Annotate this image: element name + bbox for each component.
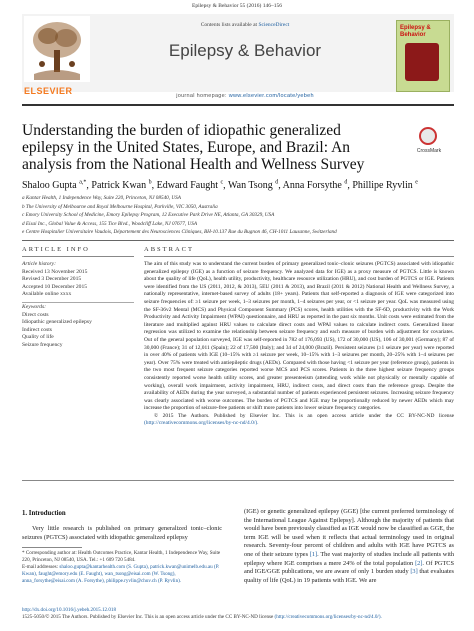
keyword-item: Indirect costs [22, 326, 52, 333]
author-name[interactable]: Edward Faught [156, 180, 218, 191]
crossmark-icon [419, 127, 437, 145]
history-label: Article history: [22, 261, 57, 267]
journal-title: Epilepsy & Behavior [168, 41, 322, 60]
affiliation-line: c Emory University School of Medicine, Emory Epilepsy Program, 12 Executive Park Drive NE, Atlanta, GA 30329, USA [22, 212, 275, 219]
elsevier-tree-logo [24, 16, 90, 82]
cover-title: Epilepsy & Behavior [400, 25, 431, 38]
keywords-divider [22, 302, 134, 303]
doi-footer [22, 607, 454, 621]
abstract-divider [144, 256, 454, 257]
homepage-prefix: journal homepage: [176, 93, 229, 99]
intro-text: that evaluates quality of life (QoL) in 19 patients with IGE. We are [244, 568, 454, 584]
issn-line [22, 614, 454, 621]
abstract-text: The aim of this study was to understand the current burden of primary generalized tonic–clonic seizures (PGTCS) associated with idiopathic generalized epilepsy (IGE) as a function of seizure frequency. We analyzed data for IGE) as a proxy measure of PGTCS. Little is known about the quality of life (QoL), health utility, productivity, healthcare resource utilization (HRU), and cost burden of PGTCS or IGE. Patients were identified from the US (2011, 2012, & 2013), 5EU (2011 & 2013), and Brazil (2011 & 2012) National Health and Wellness Survey, a nationally representative, internet-based survey of adults (18+ years). Patients that self-reported a diagnosis of IGE were categorized into seizure frequencies of: ≥1 seizure per week, 1–3 seizures per month, 1–4 seizures per year, or <1 seizure per year. QoL was measured using the SF-36v2 Mental (MCS) and Physical Component Summary (PCS) scores, health utilities with the SF-6D, productivity with the Work Productivity and Activity Impairment (WPAI) questionnaire, and HRU as reported in the past six months. Unit costs were estimated from the literature and multiplied against HRU values to calculate direct costs and WPAI values to calculate indirect costs. Generalized linear regression was utilized to examine the relationship between seizure frequency and each measure of burden with adjustment for covariates. Out of the general population surveyed, IGE was self-reported in 782 of 176,093 (US), 172 of 30,000 (US), 106 of 30,001 (Germany); 87 of 30,000 (France); 31 of 12,011 (Spain); 22 of 17,500 (Italy); and 34 of 24,000 (Brazil). Persistent seizures (≥1 seizure per year) were reported in over 40% of patients with IGE (10–15% with ≥1 seizure per week, 10–15% with 1–3 seizures per month, 20–25% with 1–4 seizures per year). Over 75% were treated with antiepileptic drugs (AEDs). Compared with those having <1 seizure per year (reference group), patients in the two most frequent seizure categories reported worse MCS and PCS scores. Patients in the three highest seizure frequency groups consistently reported worse health utility scores, and greater presenteeism (attending work while not physically or mentally capable of working), overall work impairment, activity impairment, HRU, indirect costs, and direct costs than the reference group. Despite the availability of AEDs during the year surveyed, a substantial number of patients experienced persistent seizures. Increasing seizure frequency was clearly associated with worse outcomes. The burden of PGTCS and IGE may be proportionally reduced by newer AEDs which may increase the proportion of seizure-free patients or shift more patients into lower seizure frequency categories. [144, 261, 454, 412]
abstract-body [144, 261, 454, 428]
contents-line [120, 22, 370, 28]
author-affil-sup: d [275, 179, 279, 186]
sciencedirect-link[interactable]: ScienceDirect [258, 22, 290, 28]
crossmark-label: CrossMark [416, 148, 442, 154]
affiliations [22, 194, 454, 237]
citation-link[interactable]: [1] [309, 550, 318, 558]
crossmark-badge[interactable] [407, 127, 451, 157]
author-affil-sup: e [415, 179, 418, 186]
history-item: Available online xxxx [22, 291, 72, 298]
email-label: E-mail addresses: [22, 563, 60, 570]
affiliation-line: b The University of Melbourne and Royal Melbourne Hospital, Parkville, VIC 3050, Australia [22, 203, 218, 210]
keyword-item: Idiopathic generalized epilepsy [22, 319, 92, 326]
intro-paragraph: Very little research is published on primary generalized tonic–clonic seizures (PGTCS) associated with idiopathic generalized epilepsy [22, 525, 222, 541]
email-note [22, 564, 222, 585]
article-info-heading: ARTICLE INFO [22, 246, 90, 253]
license-link[interactable]: (http://creativecommons.org/licenses/by-nc-nd/4.0/). [144, 420, 259, 427]
history-item: Accepted 10 December 2015 [22, 283, 88, 290]
author-name[interactable]: Anna Forsythe [282, 180, 342, 191]
affiliation-line: e Centre Hospitalier Universitaire Vaudois, Département des Neurosciences Cliniques, BH-10.137 Rue du Bugnon 46, CH-1011 Lausanne, Switzerland [22, 229, 337, 236]
abstract-end-divider [22, 480, 454, 481]
doi-link[interactable]: http://dx.doi.org/10.1016/j.yebeh.2015.12.018 [22, 607, 116, 613]
history-item: Received 13 November 2015 [22, 268, 88, 275]
intro-text: . The vast majority of studies include all patients with epilepsy where IGE comprises a mere 24% of the total population [244, 550, 454, 567]
license-text: © 2015 The Authors. Published by Elsevier Inc. This is an open access article under the CC BY-NC-ND license [154, 412, 454, 419]
author-affil-sup: b [148, 179, 152, 186]
author-affil-sup: a,* [79, 179, 87, 186]
intro-continued [244, 508, 454, 585]
email-addresses[interactable]: shaloo.gupta@kantarhealth.com (S. Gupta), patrick.kwan@unimelb.edu.au (P. Kwan), faught@emory.edu (E. Faught), wan_tsong@eisai.com (W. Tsong), anna_forsythe@eisai.com (A. Forsythe), philippe.ryvlin@chuv.ch (P. Ryvlin). [22, 563, 220, 584]
author-name[interactable]: Shaloo Gupta [22, 180, 77, 191]
keyword-item: Direct costs [22, 311, 49, 318]
contents-prefix: Contents lists available at [200, 22, 259, 28]
intro-text: . Of PGTCS and IGE/GGE publications, we are aware of only 1 burden study [244, 559, 454, 576]
article-info-divider [22, 256, 134, 257]
author-affil-sup: c [220, 179, 224, 186]
footnotes [22, 550, 222, 585]
author-name[interactable]: Wan Tsong [228, 180, 273, 191]
history-item: Revised 3 December 2015 [22, 276, 82, 283]
cover-artwork [405, 43, 439, 81]
author-list: Shaloo Gupta $^{a,*}$, Patrick Kwan $^b$, Edward Faught $^c$, Wan Tsong $^d$, Anna Forsythe $^d$, Phillipe Ryvlin $^e$ [22, 179, 418, 191]
keyword-item: Seizure frequency [22, 341, 63, 348]
keywords-label: Keywords: [22, 304, 47, 310]
journal-cover-thumbnail[interactable] [396, 20, 450, 92]
footer-license-link[interactable]: (http://creativecommons.org/licenses/by-nc-nd/4.0/). [274, 613, 382, 620]
publisher-name: ELSEVIER [24, 86, 73, 96]
affiliation-line: a Kantar Health, 1 Independence Way, Suite 220, Princeton, NJ 08540, USA [22, 195, 181, 201]
citation-link[interactable]: [2] [415, 559, 423, 567]
header-divider [22, 104, 454, 106]
citation-link[interactable]: [3] [410, 568, 418, 576]
intro-text: (IGE) or genetic generalized epilepsy (GGE) [the current preferred terminology of the International League Against Epilepsy]. Although the majority of patients that would have been previously classified as IGE would now be classified as GGE, the term IGE will be used when it reflects that actual terminology used in original research. Seventy-four percent of children and adults with IGE have PGTCS as one of their seizure types [244, 508, 454, 558]
article-history [22, 261, 134, 299]
author-name[interactable]: Phillipe Ryvlin [352, 180, 413, 191]
section-heading-introduction: 1. Introduction [22, 510, 66, 517]
footnote-divider [22, 547, 82, 548]
abstract-heading: ABSTRACT [144, 246, 194, 253]
affiliation-divider [22, 240, 454, 241]
journal-homepage [120, 93, 370, 99]
homepage-link[interactable]: www.elsevier.com/locate/yebeh [228, 93, 314, 99]
corresponding-author-note: * Corresponding author at: Health Outcomes Practice, Kantar Health, 1 Independence Way, Suite 220, Princeton, NJ 08540, USA. Tel.: +1 609 720 5484. [22, 550, 221, 563]
keywords [22, 304, 134, 350]
author-affil-sup: d [344, 179, 348, 186]
abstract-license [144, 413, 454, 428]
author-name[interactable]: Patrick Kwan [91, 180, 147, 191]
running-header: Epilepsy & Behavior 55 (2016) 146–156 [192, 3, 282, 9]
issn-text: 1525-5050/© 2015 The Authors. Published by Elsevier Inc. This is an open access article under the CC BY-NC-ND license [22, 613, 275, 620]
affiliation-line: d Eisai Inc., Global Value & Access, 155 Tice Blvd., Woodcliff Lake, NJ 07677, USA [22, 220, 198, 227]
keyword-item: Quality of life [22, 334, 54, 341]
article-title: Understanding the burden of idiopathic generalized epilepsy in the United States, Europe, and Brazil: An analysis from the National Health and Wellness Survey [22, 122, 365, 173]
